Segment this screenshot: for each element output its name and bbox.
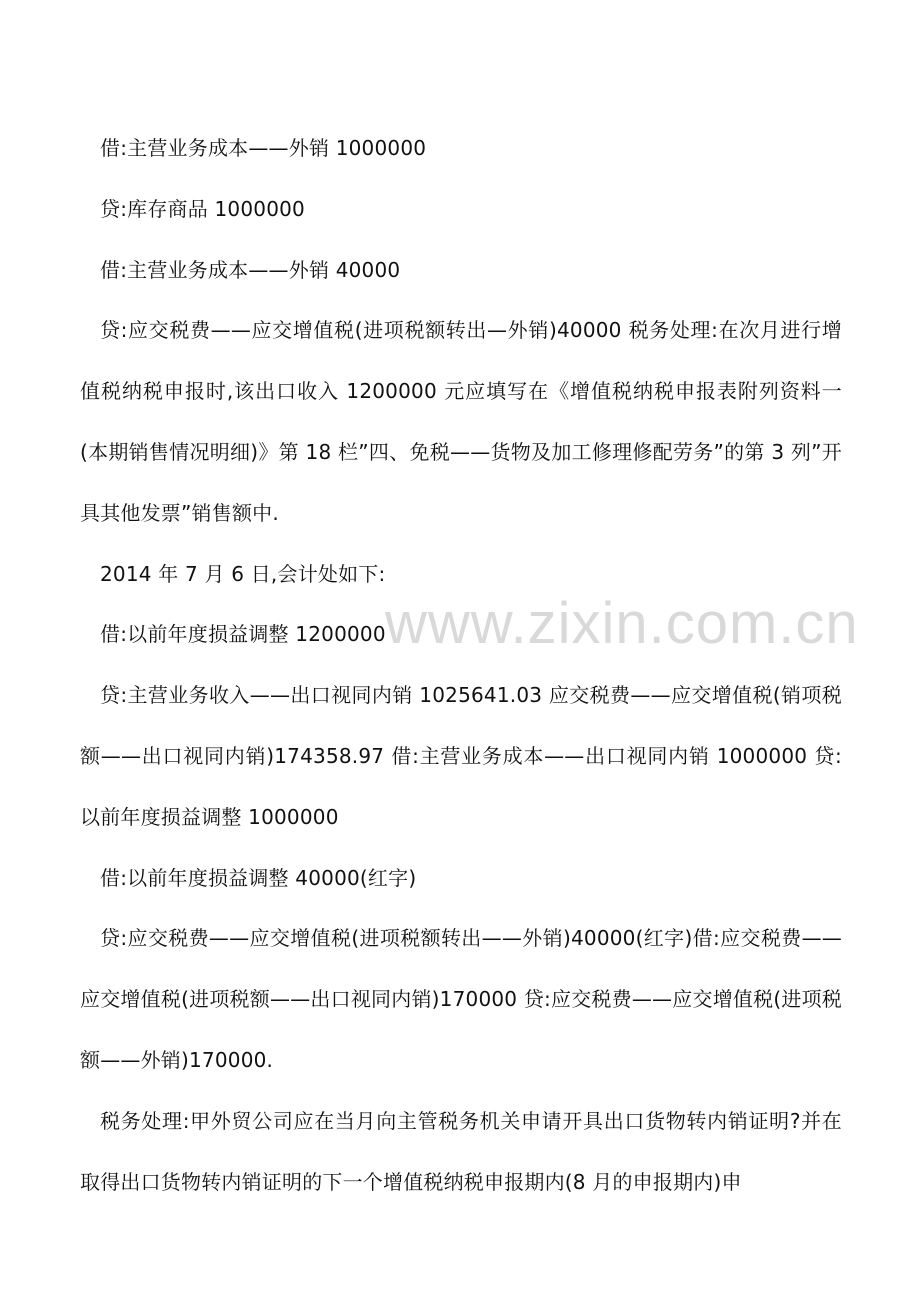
paragraph: 贷:主营业务收入——出口视同内销 1025641.03 应交税费——应交增值税(销项税额——出口视同内销)174358.97 借:主营业务成本——出口视同内销 1000000 贷:以前年度损益调整 1000000 [80,683,842,829]
paragraph: 2014 年 7 月 6 日,会计处如下: [100,561,386,586]
paragraph: 贷:应交税费——应交增值税(进项税额转出—外销)40000 税务处理:在次月进行增值税纳税申报时,该出口收入 1200000 元应填写在《增值税纳税申报表附列资料一(本期销售情况明细)》第 18 栏”四、免税——货物及加工修理修配劳务”的第 3 列”开具其他发票”销售额中. [80,318,842,525]
paragraph: 借:以前年度损益调整 1200000 [100,622,386,647]
paragraph: 税务处理:甲外贸公司应在当月向主管税务机关申请开具出口货物转内销证明?并在取得出口货物转内销证明的下一个增值税纳税申报期内(8 月的申报期内)申 [80,1108,842,1194]
paragraph: 借:主营业务成本——外销 1000000 [100,136,427,160]
paragraph: 借:以前年度损益调整 40000(红字) [100,865,417,890]
paragraph: 借:主营业务成本——外销 40000 [100,257,401,282]
watermark: www.zixin.com.cn [385,591,859,656]
document-body [80,118,842,1212]
paragraph: 贷:库存商品 1000000 [100,196,305,221]
paragraph: 贷:应交税费——应交增值税(进项税额转出——外销)40000(红字)借:应交税费——应交增值税(进项税额——出口视同内销)170000 贷:应交税费——应交增值税(进项税额——外销)170000. [80,926,842,1072]
